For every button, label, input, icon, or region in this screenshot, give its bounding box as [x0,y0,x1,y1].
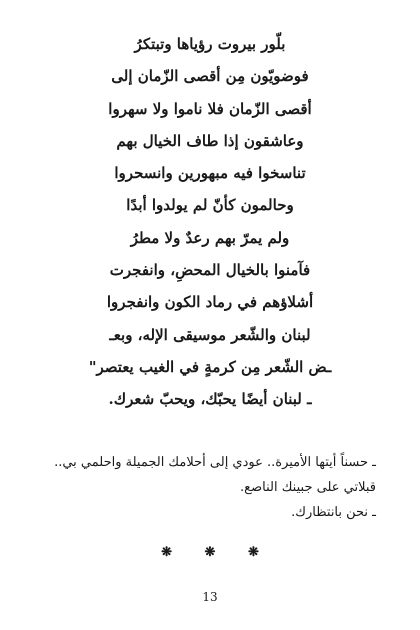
poem-line: وعاشقون إذا طاف الخيال بهم [116,131,304,150]
page-number: 13 [202,590,218,604]
prose-paragraph: ـ نحن بانتظارك. [291,505,376,520]
poem-line: فآمنوا بالخيال المحضِ، وانفجرت [109,261,311,280]
asterism-icon: ❋ [247,545,259,560]
poem-line: فوضويّون مِن أقصى الزّمان إلى [111,67,309,86]
poem-line: بلّور بيروت رؤياها وتبتكرُ [134,35,286,53]
asterism-icon: ❋ [161,545,173,560]
asterism-icon: ❋ [204,545,216,560]
poem-line: أقصى الزّمان فلا ناموا ولا سهروا [108,99,312,118]
poem-line: ولم يمرّ بهم رعدٌ ولا مطرُ [130,228,290,247]
poem-block [0,28,420,416]
poem-line: ـ لبنان أيضًا يحبّك، ويحبّ شعرك. [108,390,312,409]
section-separator [0,545,420,560]
poem-line: أشلاؤهم في رماد الكون وانفجروا [106,293,314,312]
poem-line: ـض الشّعر مِن كرمةٍ في الغيب يعتصر" [88,357,332,376]
poem-line: وحالمون كأنّ لم يولدوا أبدًا [126,196,294,215]
prose-block [40,450,376,525]
poem-line: تناسخوا فيه مبهورين وانسحروا [114,164,306,183]
poem-line: لبنان والشّعر موسيقى الإله، وبعـ [109,325,311,344]
prose-paragraph: ـ حسناً أيتها الأميرة.. عودي إلى أحلامك الجميلة واحلمي بي.. قبلاتي على جبينك الناصع. [54,455,376,495]
